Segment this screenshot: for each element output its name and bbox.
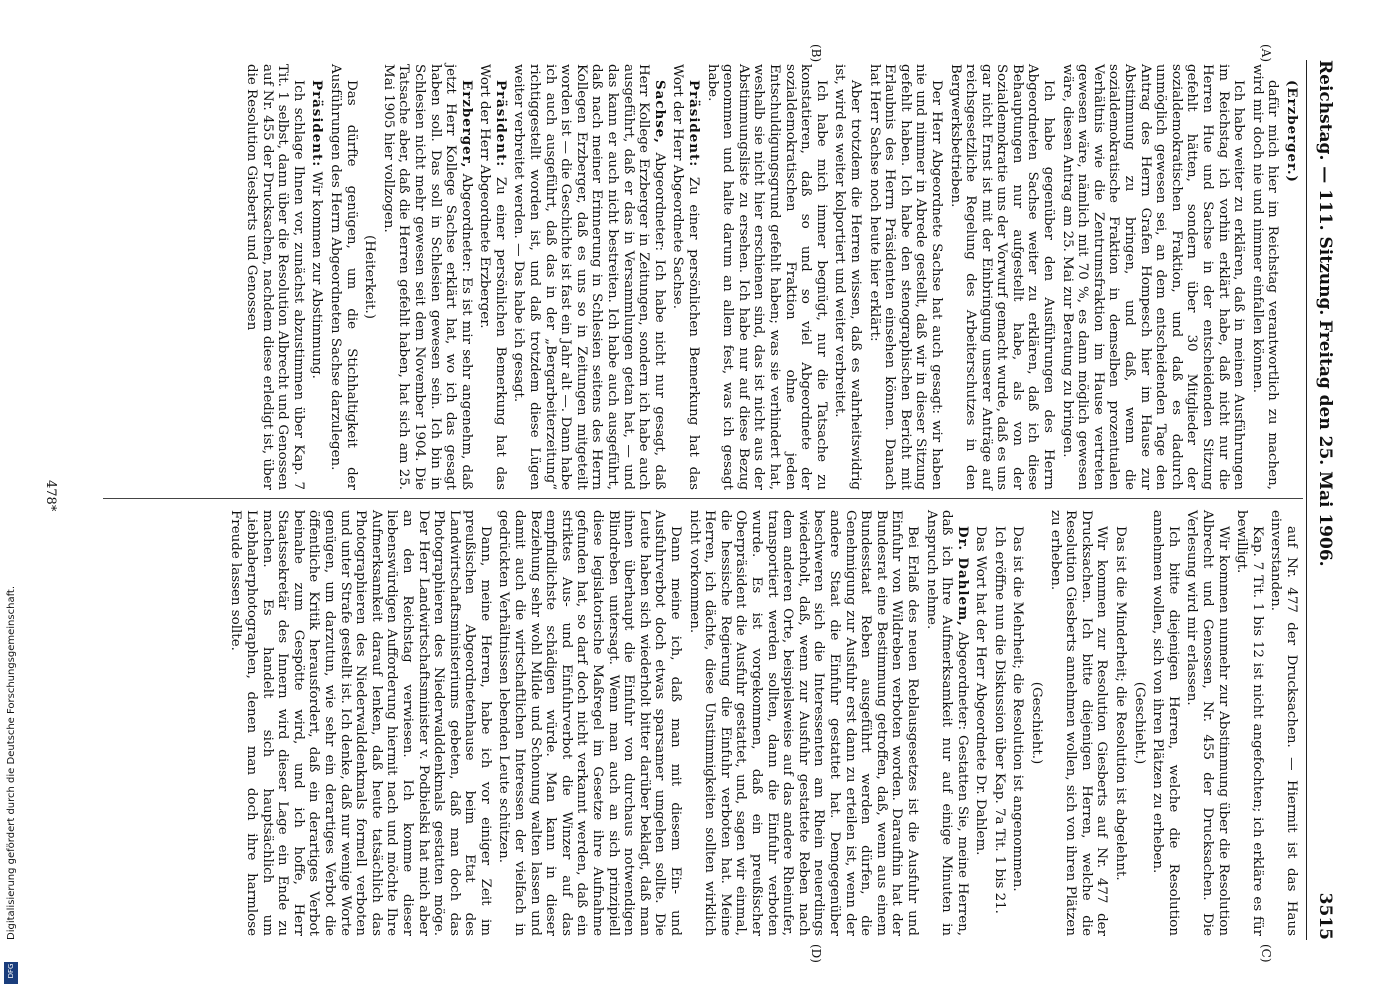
left-column [240,64,1299,490]
speaker-name: Sachse, [651,80,668,144]
paragraph [1131,510,1147,936]
speaker-name: Erzberger, [458,80,475,169]
paragraph-text: Ich schlage Ihnen vor, zunächst abzustimmen über Kap. 7 Tit. 1 selbst, dann über die Resolution Albrecht und Genossen auf Nr. 455 der Drucksachen, nachdem diese erledigt ist, über die Resolution Giesberts und Genossen [244,64,306,490]
paragraph [704,64,829,490]
header-title: Reichstag. — 111. Sitzung. [1315,60,1335,316]
paragraph [1234,510,1265,936]
paragraph [1047,510,1109,936]
paragraph-text: Das ist die Mehrheit; die Resolution ist angenommen. [1010,526,1026,892]
paragraph [309,64,325,490]
paragraph [477,64,508,490]
marker-a: (A) [1259,44,1273,63]
speaker-name: Präsident: [492,80,509,168]
paragraph-text: Wir kommen zur Resolution Giesberts auf Nr. 477 der Drucksachen. Ich bitte diejenigen Herren, welche die Resolution Giesberts annehmen wollen, sich von ihren Plätzen zu erheben. [1047,510,1110,936]
paragraph-text: Ich habe gegenüber den Ausführungen des Herrn Abgeordneten Sachse weiter zu erklären, daß ich diese Behauptungen nur aufgestellt habe, als von der Sozialdemokratie uns der Vorwurf gemacht wurde, daß es uns gar nicht Ernst ist mit der Einbringung unserer Anträge auf reichsgesetzliche Regelung des Arbeiterschutzes in den Bergwerksbetrieben. [947,64,1057,490]
page-header [1309,60,1343,940]
paragraph-text: Das Wort hat der Herr Abgeordnete Dr. Dahlem. [973,526,989,856]
paragraph [496,510,683,936]
paragraph-text: Kap. 7 Tit. 1 bis 12 ist nicht angefochten; ich erkläre es für bewilligt. [1234,510,1265,936]
paragraph-text: Abgeordneter: Ich habe nicht nur gesagt, daß Herr Kollege Erzberger in Zeitungen, sondern ich habe auch ausgeführt, daß er das in Versammlungen getan hat, — und das kann er auch nicht bestreiten. Ich habe auch ausgeführt, daß nach meiner Erinnerung in Schlesien seitens des Herrn Kollegen Erzberger, daß es uns so in Zeitungen mitgeteilt worden ist — die Geschichte ist fast ein Jahr alt —. Dann habe ich auch ausgeführt, daß das in der „Bergarbeiterzeitung“ richtiggestellt worden ist, und daß trotzdem diese Lügen weiter verbreitet werden. — Das habe ich gesagt. [511,64,667,491]
speaker-name: Dr. Dahlem, [954,526,971,627]
paragraph [1059,64,1246,490]
paragraph-text: Wir kommen nunmehr zur Abstimmung über die Resolution Albrecht und Genossen, Nr. 455 der Drucksachen. Die Verlesung wird mir erlassen. [1184,510,1231,936]
paragraph [923,510,970,936]
paragraph [1249,64,1280,490]
speaker-name: (Erzberger.) [1284,80,1300,183]
paragraph-text: Wir kommen zur Abstimmung. [309,171,325,379]
speaker-name: Präsident: [309,80,326,168]
header-rule [1306,60,1307,940]
paragraph [947,64,1056,490]
paragraph-text: Zu einer persönlichen Bemerkung hat das Wort der Herr Abgeordnete Erzberger. [477,64,508,490]
paragraph [1150,510,1181,936]
paragraph-text: (Geschieht.) [1131,681,1147,765]
paragraph-text: Ich eröffne nun die Diskussion über Kap. 7a Tit. 1 bis 21. [991,526,1007,914]
paragraph-text: Ich habe weiter zu erklären, daß in meinen Ausführungen im Reichstag ich vorhin erklärt habe, daß nicht nur die Herren Hue und Sachse in der entscheidenden Sitzung gefehlt hätten, sondern über 30 Mitglieder der sozialdemokratischen Fraktion, und daß es dadurch unmöglich gewesen sei, an dem entscheidenden Tage den Antrag des Herrn Grafen Hompesch hier im Hause zur Abstimmung zu bringen, und daß, wenn die sozialdemokratische Fraktion in demselben prozentualen Verhältnis wie die Zentrumsfraktion im Hause vertreten gewesen wäre, nämlich mit 70 %, es dann möglich gewesen wäre, diesen Antrag am 25. Mai zur Beratung zu bringen. [1059,64,1247,490]
paragraph-text: Ich habe mich immer begnügt, nur die Tatsache zu konstatieren, daß so und so viel Abgeordnete der sozialdemokratischen Fraktion ohne jeden Entschuldigungsgrund gefehlt haben; was sie verhindert hat, weshalb sie nicht hier erschienen sind, das ist nicht aus der Abstimmungsliste zu ersehen. Ich habe nur auf diese Bezug genommen und halte darum an allem fest, was ich gesagt habe. [704,64,829,490]
paragraph-text: Ich bitte diejenigen Herren, welche die Resolution annehmen wollen, sich von ihren Plätzen zu erheben. [1150,510,1181,936]
paragraph [327,64,358,490]
marker-d: (D) [809,944,823,963]
footer-text: Digitalisierung gefördert durch die Deutsche Forschungsgemeinschaft. [6,585,17,940]
column-rule [103,498,1303,499]
paragraph-text: Bei Erlaß des neuen Reblausgesetzes ist die Ausfuhr und Einfuhr von Wildreben verboten worden. Daraufhin hat der Bundesrat eine Bestimmung getroffen, daß, wenn aus einem Bundesstaat Reben ausgeführt werden dürfen, die Genehmigung zur Ausfuhr erst dann zu erteilen ist, wenn der andere Staat die Einfuhr gestattet hat. Demgegenüber beschweren sich die Interessenten am Rhein neuerdings wiederholt, daß, wenn zur Ausfuhr gestattete Reben nach dem anderen Orte, beispielsweise auf das andere Rheinufer, transportiert werden sollten, dann die Einfuhr verboten wurde. Es ist vorgekommen, daß ein preußischer Oberpräsident die Ausfuhr gestattet, und, sagen wir einmal, die hessische Regierung die Einfuhr verboten hat. Meine Herren, ich dächte, diese Unstimmigkeiten sollten wirklich nicht vorkommen. [686,510,920,936]
paragraph-text: (Geschieht.) [1029,681,1045,765]
paragraph [1112,510,1128,936]
paragraph [228,510,493,936]
speaker-name: Präsident: [686,80,703,168]
dfg-logo: DFG [7,963,15,979]
paragraph [243,64,305,490]
right-column [225,510,1299,936]
paragraph-text: Zu einer persönlichen Bemerkung hat das Wort der Herr Abgeordnete Sachse. [670,64,702,490]
paragraph-text: Dann meine ich, daß man mit diesem Ein- und Ausfuhrverbot doch etwas sparsamer umgehen sollte. Die Leute haben sich wiederholt bitter darüber beklagt, daß man ihnen überhaupt die Einfuhr von durchaus notwendigen Blindreben untersagt. Wenn man auch an sich prinzipiell diese legislatorische Maßregel im Gesetze ihre Aufnahme gefunden hat, so darf doch nicht verkannt werden, daß ein striktes Aus- und Einfuhrverbot die Winzer auf das empfindlichste schädigen würde. Man kann in dieser Beziehung sehr wohl Milde und Schonung walten lassen und damit auch die wirtschaftlichen Interessen der vielfach in gedrückten Verhältnissen lebenden Leute schützen. [496,510,684,936]
paragraph [973,510,989,936]
footer-wrap [6,40,20,940]
header-page-number: 3515 [1315,892,1335,940]
page-mark: 478* [43,480,58,512]
paragraph-text: (Heiterkeit.) [362,235,378,319]
paragraph [991,510,1007,936]
marker-b: (B) [809,44,823,63]
paragraph [832,64,863,490]
paragraph [866,64,944,490]
paragraph-text: Abgeordneter: Es ist mir sehr angenehm, daß jetzt Herr Kollege Sachse erklärt hat, wo ich das gesagt haben soll. Das soll in Schlesien gewesen sein. Ich bin in Schlesien nicht mehr gewesen seit dem November 1904. Die Tatsache aber, daß die Herren gefehlt haben, hat sich am 25. Mai 1905 hier vollzogen. [380,64,474,490]
paragraph-text: Das dürfte genügen, um die Stichhaltigkeit der Ausführungen des Herrn Abgeordneten Sachse darzulegen. [327,64,359,490]
paragraph [511,64,667,490]
header-date: Freitag den 25. Mai 1906. [1315,320,1335,567]
paragraph-text: auf Nr. 477 der Drucksachen. — Hiermit ist das Haus einverstanden. [1268,510,1299,936]
paragraph [670,64,701,490]
paragraph-text: Das ist die Minderheit; die Resolution ist abgelehnt. [1113,526,1129,881]
paragraph-text: dafür mich hier im Reichstag verantwortlich zu machen, wird mir doch nie und nimmer einfallen können. [1249,64,1281,490]
paragraph-text: Dann, meine Herren, habe ich vor einiger Zeit im preußischen Abgeordnetenhause beim Etat des Landwirtschaftsministeriums gebeten, daß man doch das Photographieren des Niederwalddenkmals gestatten möge. Der Herr Landwirtschaftsminister v. Podbielski hat mich aber an den Reichstag verwiesen. Ich komme dieser liebenswürdigen Aufforderung hiermit nach und möchte Ihre Aufmerksamkeit darauf lenken, daß heute tatsächlich das Photographieren des Niederwalddenkmals formell verboten und unter Strafe gestellt ist. Ich denke, daß nur wenige Worte genügen, um darzutun, wie sehr ein derartiges Verbot die öffentliche Kritik herausfordert, daß ein derartiges Verbot beinahe zum Gespötte wird, und ich hoffe, Herr Staatssekretär des Innern wird dieser Lage ein Ende zu machen. Es handelt sich hauptsächlich um Liebhaberphotographen, denen man doch ihre harmlose Freude lassen sollte. [228,510,493,936]
paragraph-text: Der Herr Abgeordnete Sachse hat auch gesagt: wir haben nie und nimmer in Abrede gestellt, daß wir in dieser Sitzung gefehlt haben. Ich habe den stenographischen Bericht mit Erlaubnis des Herrn Präsidenten einsehen können. Danach hat Herr Sachse noch heute hier erklärt: [866,64,944,490]
paragraph [1184,510,1231,936]
paragraph-text: Aber trotzdem die Herren wissen, daß es wahrheitswidrig ist, wird es weiter kolportiert und weiter verbreitet. [832,64,863,490]
paragraph [1029,510,1045,936]
marker-c: (C) [1259,944,1273,963]
paragraph [1010,510,1026,936]
paragraph [1283,64,1299,490]
paragraph [380,64,474,490]
paragraph-text: Abgeordneter: Gestatten Sie, meine Herren, daß ich Ihre Aufmerksamkeit nur auf einige Minuten in Anspruch nehme. [923,510,970,936]
paragraph [1268,510,1299,936]
paragraph [362,64,378,490]
paragraph [686,510,920,936]
